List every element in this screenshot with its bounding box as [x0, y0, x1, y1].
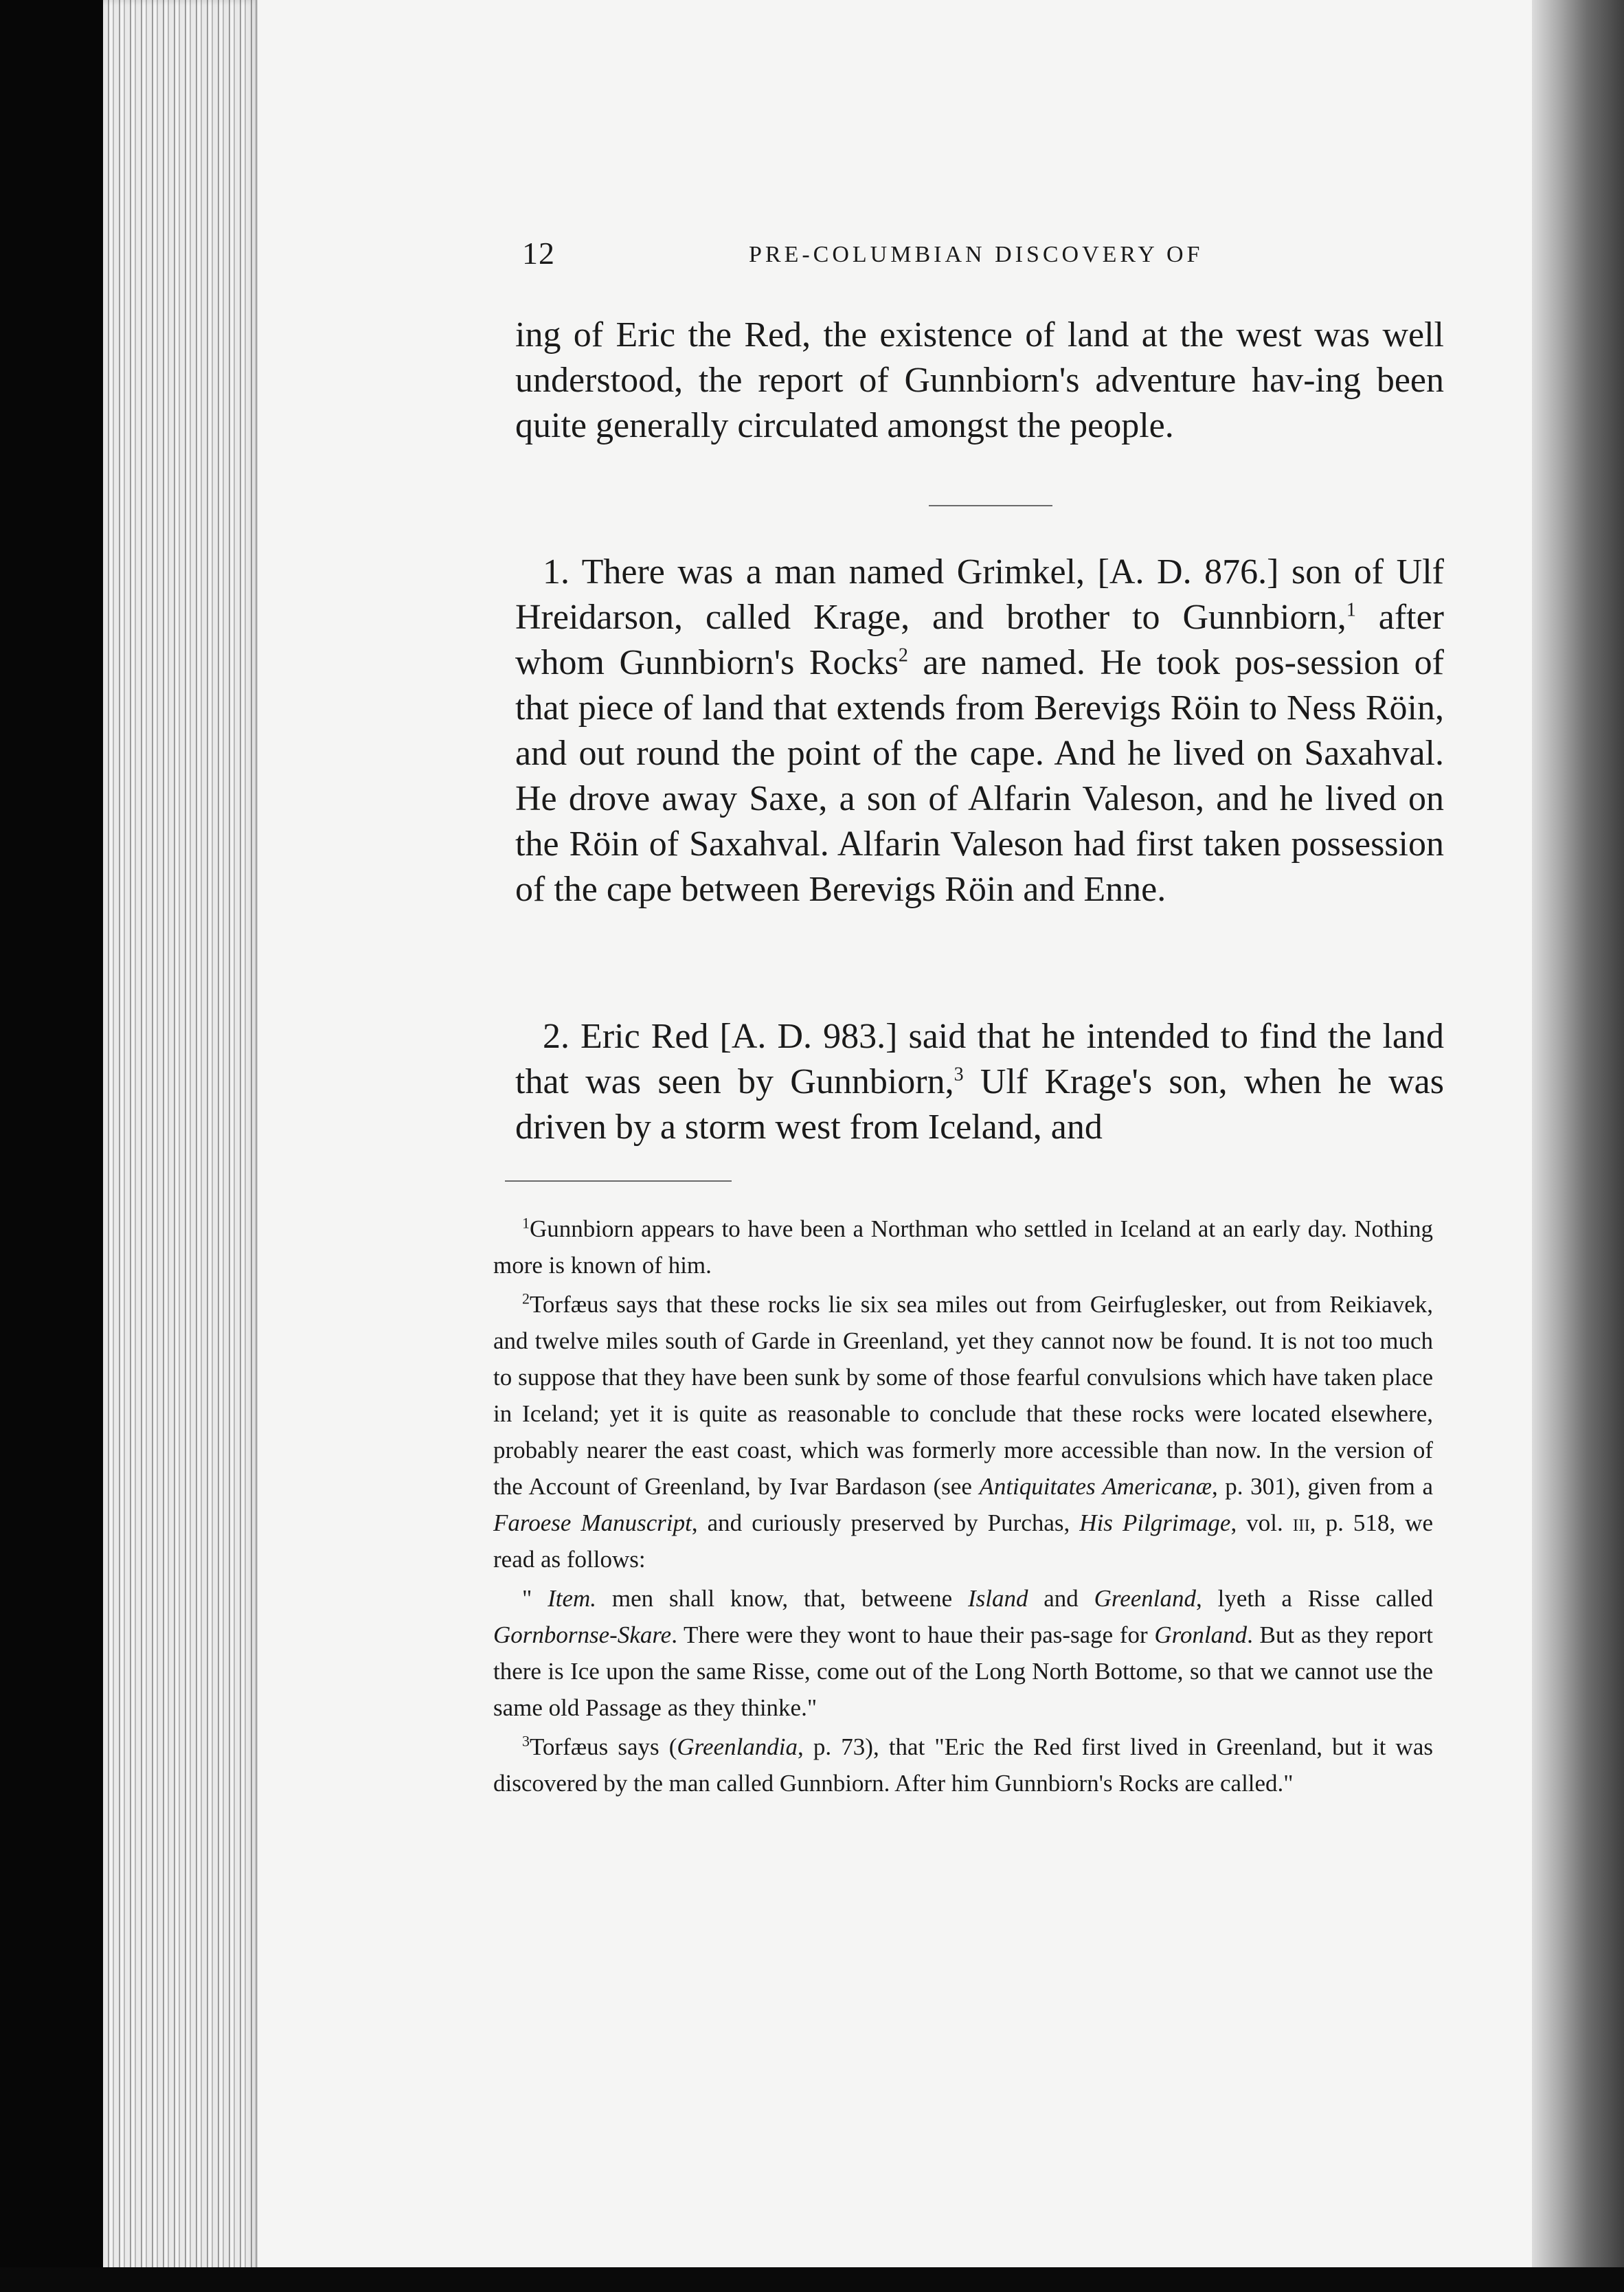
footnotes — [493, 1211, 1433, 1804]
footnote-2-text-a: Torfæus says that these rocks lie six sea miles out from Geirfuglesker, out from Reikiavek, and twelve miles south of Garde in Greenland, yet they cannot now be found. It is not too much to suppose that they have been sunk by some of those fearful convulsions which have taken place in Iceland; yet it is quite as reasonable to conclude that these rocks were located elsewhere, probably nearer the east coast, which was formerly more accessible than now. In the version of the Account of Greenland, by Ivar Bardason (see — [493, 1291, 1433, 1500]
scan-background-left — [0, 0, 103, 2292]
quote-item: Item. — [548, 1585, 597, 1612]
footnote-1 — [493, 1211, 1433, 1283]
footnote-separator — [505, 1180, 732, 1182]
paragraph-1-text-c: are named. He took pos-session of that piece of land that extends from Berevigs Röin to Ness Röin, and out round the point of the cape. And he lived on Saxahval. He drove away Saxe, a son of Alfarin Valeson, and he lived on the Röin of Saxahval. Alfarin Valeson had first taken possession of the cape between Berevigs Röin and Enne. — [515, 643, 1444, 909]
footnote-2-volume: iii — [1292, 1509, 1310, 1536]
footnote-ref-3: 3 — [954, 1064, 964, 1086]
quote-text-4: , lyeth a Risse called — [1196, 1585, 1433, 1612]
footnote-2-title-antiquitates: Antiquitates Americanæ — [979, 1473, 1212, 1500]
paragraph-2-text-a: 2. Eric Red [A. D. 983.] said that he intended to find the land that was seen by Gunnbiorn, — [515, 1017, 1444, 1101]
footnote-2-mark: 2 — [522, 1290, 530, 1307]
quote-greenland: Greenland — [1094, 1585, 1197, 1612]
paragraph-2-text-b: Ulf Krage's son, when he was driven by a storm west from Iceland, and — [515, 1062, 1444, 1147]
footnote-1-text: Gunnbiorn appears to have been a Northman who settled in Iceland at an early day. Nothing more is known of him. — [493, 1215, 1433, 1279]
footnote-2-quotation — [493, 1580, 1433, 1726]
footnote-3-text-c: , p. 73), that "Eric the Red first lived in Greenland, but it was discovered by the man called Gunnbiorn. After him Gunnbiorn's Rocks are called." — [493, 1733, 1433, 1797]
paragraph-1-text-b: after whom Gunnbiorn's Rocks — [515, 598, 1444, 682]
paragraph-2 — [515, 1014, 1444, 1150]
quote-gronland: Gronland — [1154, 1621, 1248, 1648]
scan-edge-right — [1532, 0, 1624, 2292]
footnote-2-text-h: , p. 518, we read as follows: — [493, 1509, 1434, 1573]
paragraph-intro: ing of Eric the Red, the existence of land at the west was well understood, the report of Gunnbiorn's adventure hav-ing been quite generally circulated amongst the people. — [515, 315, 1444, 445]
footnote-3-text-a: Torfæus says ( — [530, 1733, 677, 1760]
footnote-2-text-g: , vol. — [1230, 1509, 1283, 1536]
quote-island: Island — [967, 1585, 1028, 1612]
quote-text-5: . There were they wont to haue their pas-sage for — [671, 1621, 1155, 1648]
section-divider — [929, 505, 1052, 506]
book-page-edges — [103, 0, 258, 2292]
footnote-2-text-e: , and curiously preserved by Purchas, — [691, 1509, 1080, 1536]
quote-text-1: " — [522, 1585, 548, 1612]
scan-background-bottom — [0, 2267, 1624, 2292]
paragraph-1-text-a: 1. There was a man named Grimkel, [A. D. 876.] son of Ulf Hreidarson, called Krage, and brother to Gunnbiorn, — [515, 552, 1444, 637]
quote-text-6: . But as they report there is Ice upon the same Risse, come out of the Long North Bottome, so that we cannot use the same old Passage as they thinke." — [493, 1621, 1433, 1721]
running-head: PRE-COLUMBIAN DISCOVERY OF — [749, 242, 1204, 267]
footnote-3-title-greenlandia: Greenlandia — [677, 1733, 798, 1760]
footnote-2-title-faroese: Faroese Manuscript — [493, 1509, 692, 1536]
page-header — [522, 235, 1429, 276]
footnote-2-title-pilgrimage: His Pilgrimage — [1079, 1509, 1231, 1536]
page-number: 12 — [522, 236, 555, 271]
footnote-ref-1: 1 — [1346, 599, 1356, 621]
footnote-ref-2: 2 — [898, 644, 908, 666]
footnote-3-mark: 3 — [522, 1732, 530, 1750]
quote-text-2: men shall know, that, betweene — [596, 1585, 968, 1612]
footnote-2 — [493, 1286, 1433, 1577]
quote-text-3: and — [1028, 1585, 1094, 1612]
footnote-1-mark: 1 — [522, 1214, 530, 1232]
footnote-3 — [493, 1729, 1433, 1801]
footnote-2-text-c: , p. 301), given from a — [1211, 1473, 1433, 1500]
paragraph-1 — [515, 550, 1444, 912]
quote-skare: Gornbornse-Skare — [493, 1621, 672, 1648]
